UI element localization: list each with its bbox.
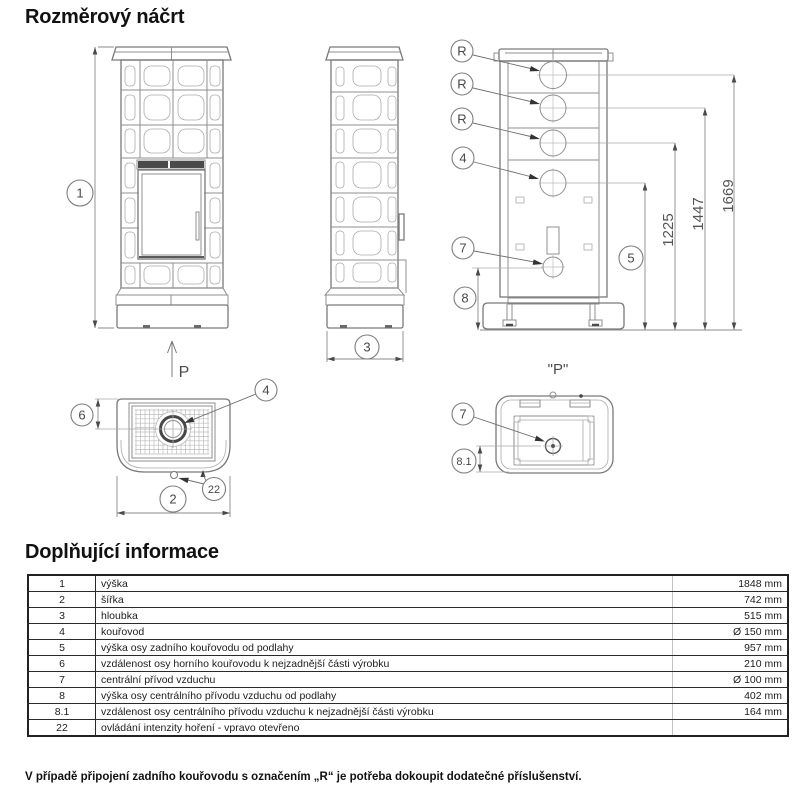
row-num: 7 <box>28 672 96 688</box>
table-row <box>28 575 788 592</box>
callout-r2-label: R <box>457 76 467 92</box>
row-desc: výška osy zadního kouřovodu od podlahy <box>96 640 673 656</box>
table-row <box>28 720 788 737</box>
callout-8-label: 8 <box>461 290 469 306</box>
rear-callouts <box>451 40 544 267</box>
table-row <box>28 608 788 624</box>
row-value: 957 mm <box>673 640 789 656</box>
row-desc: ovládání intenzity hoření - vpravo otevřeno <box>96 720 673 737</box>
row-num: 22 <box>28 720 96 737</box>
bottom-view-title: "P" <box>547 361 569 378</box>
row-desc: výška osy centrálního přívodu vzduchu od podlahy <box>96 688 673 704</box>
callout-22-label: 22 <box>207 484 221 496</box>
row-num: 4 <box>28 624 96 640</box>
page-title: Rozměrový náčrt <box>25 6 185 28</box>
row-desc: hloubka <box>96 608 673 624</box>
flue-openings <box>537 59 569 279</box>
callout-1-label: 1 <box>76 185 84 201</box>
row-num: 1 <box>28 575 96 592</box>
footer-note: V případě připojení zadního kouřovodu s označením „R“ je potřeba dokoupit dodatečné příslušenství. <box>25 771 582 783</box>
table-row <box>28 640 788 656</box>
stove-door <box>138 170 205 259</box>
callout-5-label: 5 <box>627 250 635 266</box>
row-value: Ø 150 mm <box>673 624 789 640</box>
section-title: Doplňující informace <box>25 541 219 563</box>
callout-7-rear-label: 7 <box>459 240 467 256</box>
top-flue-outlet <box>154 410 192 448</box>
direction-label: P <box>178 364 190 381</box>
row-value <box>673 720 789 737</box>
row-num: 5 <box>28 640 96 656</box>
row-num: 3 <box>28 608 96 624</box>
air-grille <box>138 161 168 168</box>
callout-2-label: 2 <box>169 491 177 507</box>
row-num: 8.1 <box>28 704 96 720</box>
callout-6-label: 6 <box>78 407 86 423</box>
callout-r3-label: R <box>457 111 467 127</box>
row-value: 402 mm <box>673 688 789 704</box>
row-num: 2 <box>28 592 96 608</box>
callout-3-label: 3 <box>363 339 371 355</box>
callout-r1-label: R <box>457 43 467 59</box>
row-value: 742 mm <box>673 592 789 608</box>
callout-4-rear-label: 4 <box>459 150 467 166</box>
callout-8-1-label: 8.1 <box>456 456 472 468</box>
table-row <box>28 704 788 720</box>
callout-7-bottom-label: 7 <box>459 406 467 422</box>
row-desc: výška <box>96 575 673 592</box>
top-view <box>71 379 277 517</box>
table-row <box>28 592 788 608</box>
front-view <box>67 47 231 381</box>
intensity-control-knob <box>171 472 178 479</box>
table-row <box>28 672 788 688</box>
info-table <box>27 574 789 737</box>
callout-4-top-label: 4 <box>262 382 270 398</box>
row-desc: šířka <box>96 592 673 608</box>
dim-1669: 1669 <box>720 179 737 213</box>
table-row <box>28 656 788 672</box>
dim-1447: 1447 <box>690 197 707 231</box>
dim-height <box>67 47 114 328</box>
bottom-view-p <box>452 361 613 473</box>
table-row <box>28 688 788 704</box>
row-desc: vzdálenost osy centrálního přívodu vzduchu k nejzadnější části výrobku <box>96 704 673 720</box>
row-desc: vzdálenost osy horního kouřovodu k nejzadnější části výrobku <box>96 656 673 672</box>
bottom-air-inlet <box>543 436 563 456</box>
row-desc: kouřovod <box>96 624 673 640</box>
side-tiles <box>336 66 396 282</box>
side-view <box>325 47 406 362</box>
row-value: 164 mm <box>673 704 789 720</box>
row-value: Ø 100 mm <box>673 672 789 688</box>
row-value: 210 mm <box>673 656 789 672</box>
dim-depth <box>327 331 403 362</box>
table-row <box>28 624 788 640</box>
row-num: 8 <box>28 688 96 704</box>
side-door-handle <box>399 214 404 240</box>
dim-1225: 1225 <box>660 213 677 247</box>
row-desc: centrální přívod vzduchu <box>96 672 673 688</box>
row-value: 1848 mm <box>673 575 789 592</box>
row-num: 6 <box>28 656 96 672</box>
dim-8 <box>454 268 543 330</box>
direction-arrow-p <box>168 341 190 381</box>
row-value: 515 mm <box>673 608 789 624</box>
rear-view <box>451 40 742 330</box>
door-handle <box>196 212 199 240</box>
